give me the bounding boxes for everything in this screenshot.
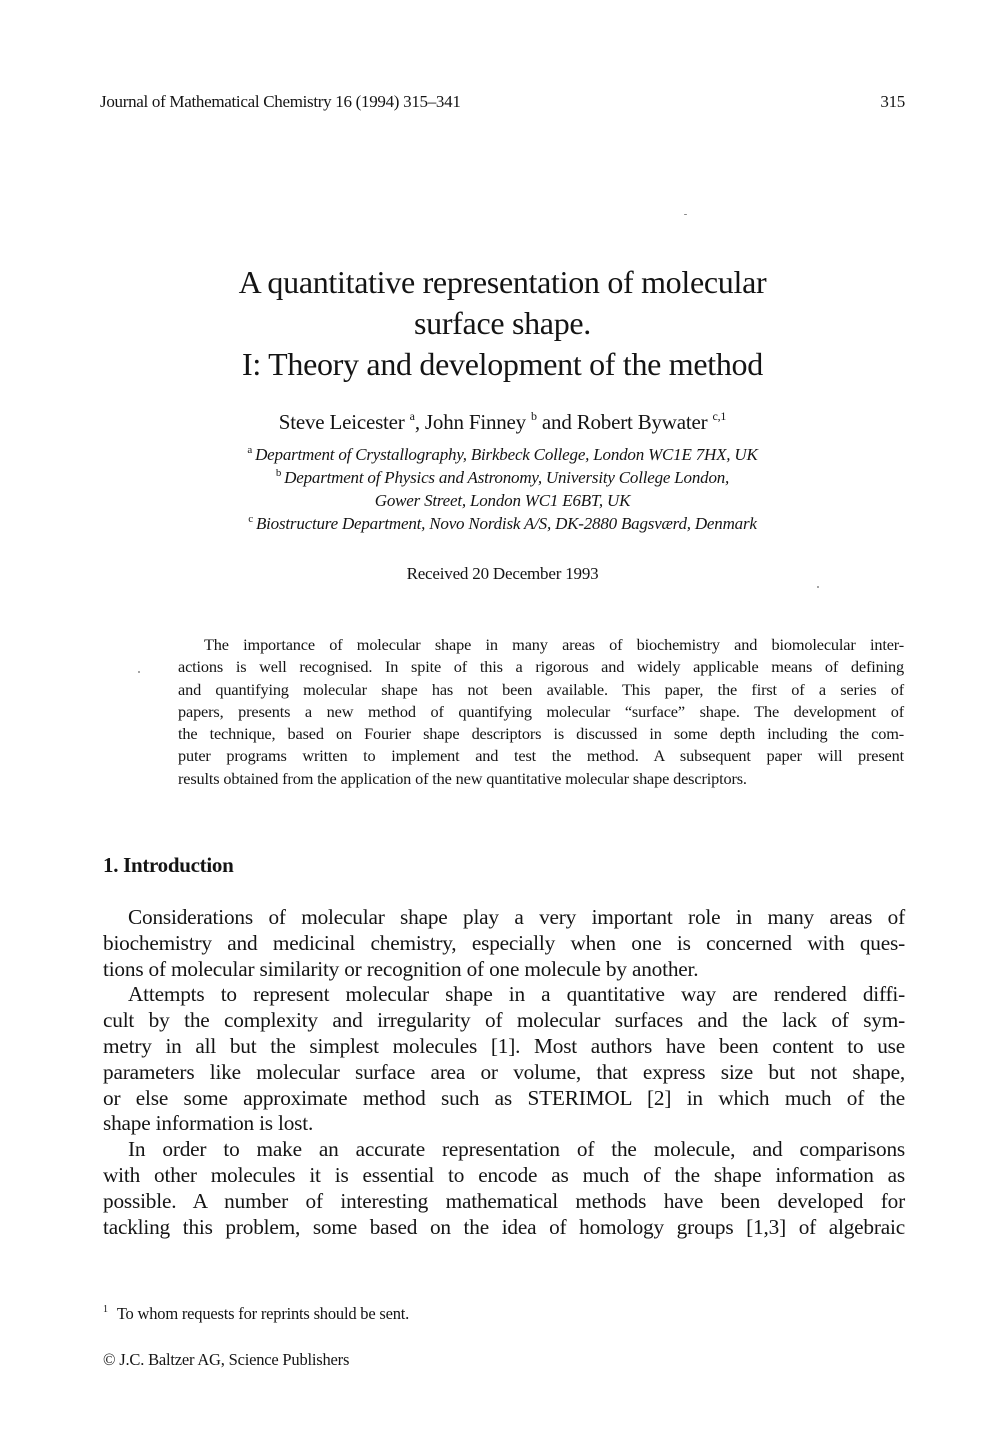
paper-title bbox=[100, 262, 905, 385]
body-line: metry in all but the simplest molecules [1]. Most authors have been content to use bbox=[103, 1033, 905, 1058]
affiliation-mark: b bbox=[275, 467, 282, 479]
journal-citation: Journal of Mathematical Chemistry 16 (1994) 315–341 bbox=[100, 92, 461, 111]
affiliation bbox=[100, 512, 905, 535]
title-line: I: Theory and development of the method bbox=[242, 346, 763, 382]
scan-speck bbox=[684, 214, 687, 215]
author-separator: and bbox=[536, 410, 577, 434]
affiliation-mark: c,1 bbox=[712, 409, 727, 423]
body-line: In order to make an accurate representation of the molecule, and comparisons bbox=[128, 1137, 905, 1162]
body-line: or else some approximate method such as STERIMOL [2] in which much of the bbox=[103, 1085, 905, 1110]
body-line: with other molecules it is essential to encode as much of the shape information as bbox=[103, 1162, 905, 1187]
paragraph bbox=[103, 982, 905, 1137]
body-line: parameters like molecular surface area or volume, that express size but not shape, bbox=[103, 1059, 905, 1084]
received-date: Received 20 December 1993 bbox=[406, 564, 599, 583]
title-line: A quantitative representation of molecular bbox=[238, 264, 767, 300]
body-line: Attempts to represent molecular shape in a quantitative way are rendered diffi- bbox=[128, 982, 905, 1007]
affiliation-text: Department of Crystallography, Birkbeck College, London WC1E 7HX, UK bbox=[255, 445, 758, 464]
body-line: tions of molecular similarity or recognition of one molecule by another. bbox=[103, 956, 699, 981]
body-line: possible. A number of interesting mathematical methods have been developed for bbox=[103, 1188, 905, 1213]
title-line: surface shape. bbox=[413, 305, 592, 341]
footnote-mark: 1 bbox=[103, 1304, 108, 1315]
body-line: shape information is lost. bbox=[103, 1111, 314, 1136]
abstract-line: results obtained from the application of the new quantitative molecular shape descriptors. bbox=[178, 768, 747, 788]
running-header bbox=[100, 92, 905, 116]
affiliation bbox=[100, 443, 905, 466]
abstract-line: papers, presents a new method of quantifying molecular “surface” shape. The development of bbox=[178, 701, 904, 721]
paragraph bbox=[103, 905, 905, 982]
affiliation-list bbox=[100, 443, 905, 535]
abstract-line: and quantifying molecular shape has not been available. This paper, the first of a series of bbox=[178, 679, 904, 699]
copyright-notice: © J.C. Baltzer AG, Science Publishers bbox=[103, 1350, 350, 1369]
body-line: biochemistry and medicinal chemistry, especially when one is concerned with ques- bbox=[103, 930, 905, 955]
affiliation bbox=[100, 489, 905, 512]
affiliation-text: Gower Street, London WC1 E6BT, UK bbox=[374, 491, 631, 510]
author-name: Robert Bywater bbox=[576, 410, 708, 434]
abstract-line: actions is well recognised. In spite of this a rigorous and widely applicable means of defining bbox=[178, 657, 904, 677]
author-name: John Finney bbox=[424, 410, 526, 434]
affiliation bbox=[100, 466, 905, 489]
author-name: Steve Leicester bbox=[278, 410, 405, 434]
body-line: Considerations of molecular shape play a very important role in many areas of bbox=[128, 905, 905, 929]
abstract-line: The importance of molecular shape in many areas of biochemistry and biomolecular inter- bbox=[204, 635, 904, 654]
section-heading: 1. Introduction bbox=[103, 853, 234, 877]
affiliation-text: Biostructure Department, Novo Nordisk A/S, DK-2880 Bagsværd, Denmark bbox=[255, 514, 757, 533]
abstract bbox=[178, 634, 904, 790]
affiliation-mark: c bbox=[248, 513, 253, 525]
affiliation-mark: b bbox=[531, 409, 537, 423]
section-body bbox=[103, 905, 905, 1240]
paragraph bbox=[103, 1137, 905, 1240]
scan-speck bbox=[817, 586, 819, 588]
scan-speck bbox=[138, 671, 140, 673]
abstract-line: puter programs written to implement and test the method. A subsequent paper will present bbox=[178, 746, 904, 766]
affiliation-text: Department of Physics and Astronomy, University College London, bbox=[284, 468, 730, 487]
body-line: cult by the complexity and irregularity of molecular surfaces and the lack of sym- bbox=[103, 1008, 905, 1033]
footnote-text: To whom requests for reprints should be sent. bbox=[116, 1304, 410, 1323]
affiliation-mark: a bbox=[409, 409, 415, 423]
page-number: 315 bbox=[880, 92, 905, 111]
affiliation-mark: a bbox=[247, 444, 253, 456]
abstract-line: the technique, based on Fourier shape descriptors is discussed in some depth including the com- bbox=[178, 724, 904, 744]
author-list bbox=[100, 408, 905, 436]
author-separator: , bbox=[414, 410, 425, 434]
footnote bbox=[103, 1304, 409, 1324]
body-line: tackling this problem, some based on the idea of homology groups [1,3] of algebraic bbox=[103, 1214, 905, 1239]
